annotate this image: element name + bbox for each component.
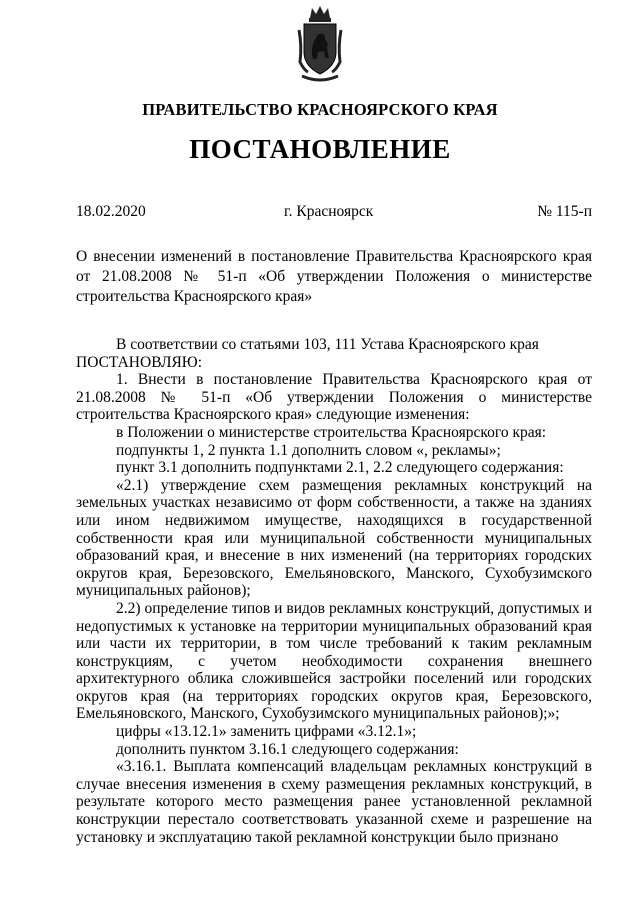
- body-intro: В соответствии со статьями 103, 111 Устава Красноярского края: [116, 336, 539, 353]
- body-paragraph: 2.2) определение типов и видов рекламных конструкций, допустимых и недопустимых к установке на территории муниципальных образований края или части их территории, в том числе требований к таким рекламным конструкциям, с учетом необходимости сохранения внешнего архитектурного облика сложившейся застройки поселений или городских округов края (на территориях городских округов края, Березовского, Емельяновского, Манского, Сухобузимского муниципальных районов);»;: [76, 599, 592, 723]
- body-paragraph: цифры «13.12.1» заменить цифрами «3.12.1»;: [116, 723, 417, 741]
- body-paragraph: подпункты 1, 2 пункта 1.1 дополнить словом «, рекламы»;: [116, 441, 501, 459]
- body-paragraph: «2.1) утверждение схем размещения рекламных конструкций на земельных участках независимо от форм собственности, а также на зданиях или ином недвижимом имуществе, находящихся в государственной собственности края или муниципальной собственности муниципальных образований края, и внесение в них изменений (на территориях городских округов края, Березовского, Емельяновского, Манского, Сухобузимского муниципальных районов);: [76, 476, 592, 600]
- body-paragraph: дополнить пунктом 3.16.1 следующего содержания:: [116, 740, 459, 758]
- coat-of-arms-icon: [296, 4, 344, 84]
- body-paragraph: в Положении о министерстве строительства Красноярского края:: [116, 423, 547, 441]
- body-paragraph: «3.16.1. Выплата компенсаций владельцам рекламных конструкций в случае внесения изменения в схему размещения рекламных конструкций, в результате которого место размещения ранее установленной рекламной конструкции перестало соответствовать указанной схеме и разрешение на установку и эксплуатацию такой рекламной конструкции было признано: [76, 758, 592, 846]
- document-subject: О внесении изменений в постановление Правительства Красноярского края от 21.08.2008 № 51-п «Об утверждении Положения о министерстве строительства Красноярского края»: [76, 248, 592, 305]
- document-number: № 115-п: [537, 203, 592, 220]
- document-body: [76, 336, 592, 846]
- document-city: г. Красноярск: [284, 203, 374, 220]
- government-title: ПРАВИТЕЛЬСТВО КРАСНОЯРСКОГО КРАЯ: [142, 100, 498, 119]
- document-date: 18.02.2020: [76, 203, 146, 220]
- body-paragraph: 1. Внести в постановление Правительства Красноярского края от 21.08.2008 № 51-п «Об утверждении Положения о министерстве строительства Красноярского края» следующие изменения:: [76, 371, 592, 424]
- decree-word: ПОСТАНОВЛЯЮ:: [76, 353, 203, 371]
- body-paragraph: пункт 3.1 дополнить подпунктами 2.1, 2.2 следующего содержания:: [116, 459, 564, 477]
- document-type-title: ПОСТАНОВЛЕНИЕ: [189, 134, 451, 164]
